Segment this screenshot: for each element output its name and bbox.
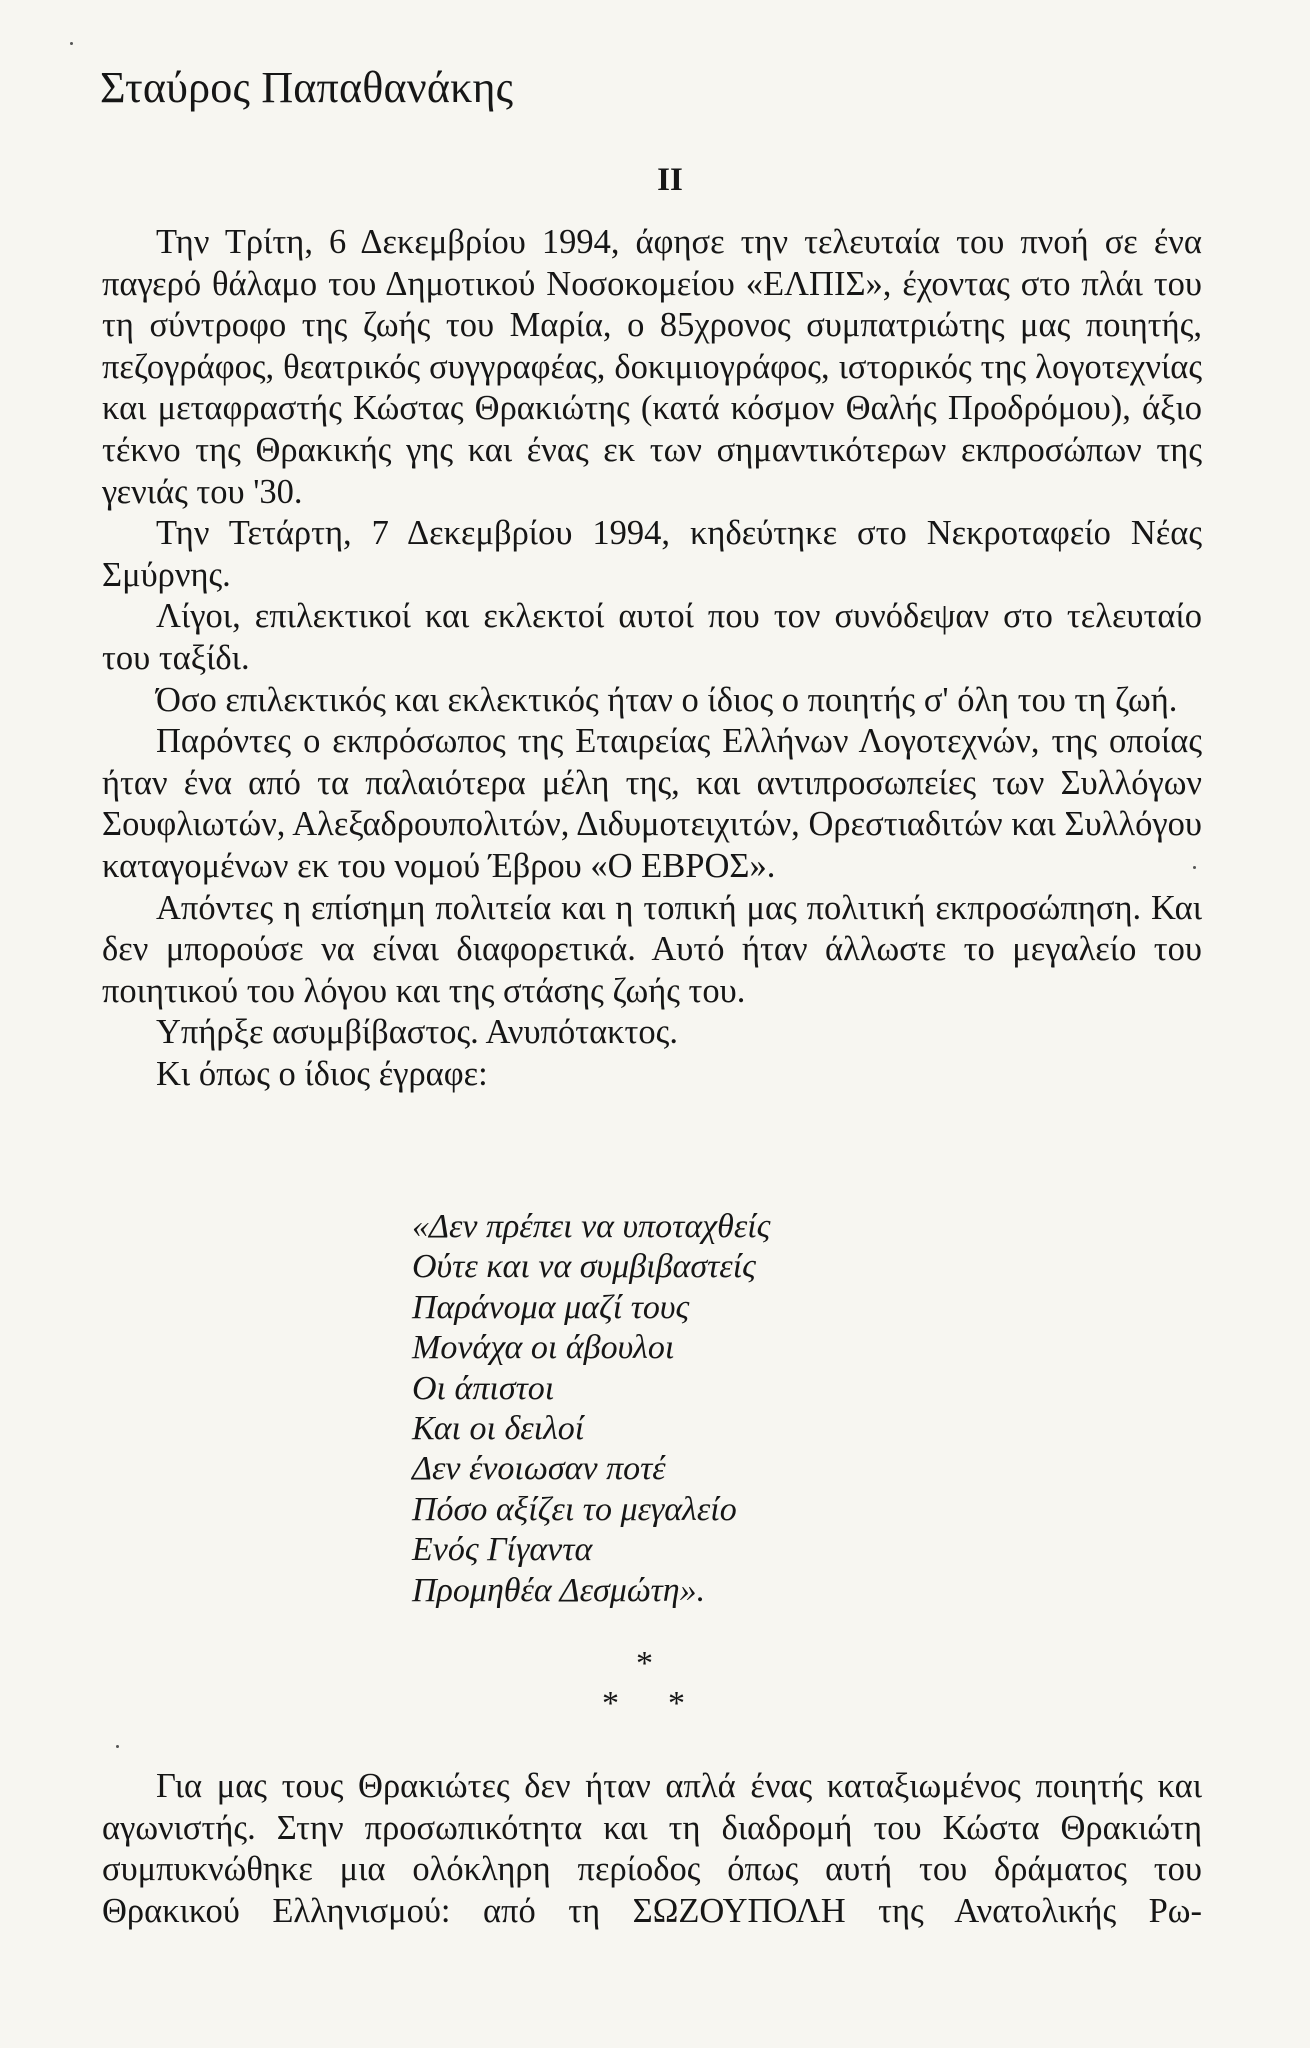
scan-speck <box>70 42 73 45</box>
poem-line: Δεν ένοιωσαν ποτέ <box>412 1450 666 1488</box>
author-header: Σταύρος Παπαθανάκης <box>100 63 514 112</box>
poem-line: Και οι δειλοί <box>412 1410 585 1448</box>
separator-asterisk: * <box>602 1685 619 1722</box>
poem-line: Μονάχα οι άβουλοι <box>412 1329 675 1367</box>
poem-line: Ούτε και να συμβιβαστείς <box>412 1248 756 1286</box>
poem-line: Παράνομα μαζί τους <box>412 1288 690 1326</box>
paragraph: Την Τετάρτη, 7 Δεκεμβρίου 1994, κηδεύτηκε στο Νεκροταφείο Νέας Σμύρνης. <box>102 514 1202 594</box>
paragraph: Παρόντες ο εκπρόσωπος της Εταιρείας Ελλήνων Λογοτεχνών, της οποίας ήταν ένα από τα παλαιότερα μέλη της, και αντιπροσωπείες των Συλλόγων Σουφλιωτών, Αλεξαδρουπολιτών, Διδυμοτειχιτών, Ορεστιαδιτών και Συλλόγου καταγομένων εκ του νομού Έβρου «Ο ΕΒΡΟΣ». <box>102 722 1202 885</box>
poem-quote <box>412 1207 770 1611</box>
paragraph: Κι όπως ο ίδιος έγραφε: <box>156 1054 488 1093</box>
separator-asterisk: * <box>668 1685 685 1722</box>
paragraph: Υπήρξε ασυμβίβαστος. Ανυπότακτος. <box>156 1013 678 1052</box>
poem-line: Ενός Γίγαντα <box>412 1531 593 1569</box>
paragraph: Λίγοι, επιλεκτικοί και εκλεκτοί αυτοί που τον συνόδεψαν στο τελευταίο του ταξίδι. <box>102 597 1202 677</box>
section-number: ΙΙ <box>657 162 683 198</box>
poem-line: Πόσο αξίζει το μεγαλείο <box>412 1490 737 1528</box>
poem-line: «Δεν πρέπει να υποταχθείς <box>412 1208 771 1245</box>
paragraph: Για μας τους Θρακιώτες δεν ήταν απλά ένας καταξιωμένος ποιητής και αγωνιστής. Στην προσωπικότητα και τη διαδρομή του Κώστα Θρακιώτη συμπυκνώθηκε μια ολόκληρη περίοδος όπως αυτή του δράματος του Θρακικού Ελληνισμού: από τη ΣΩΖΟΥΠΟΛΗ της Ανατολικής Ρω- <box>102 1767 1202 1930</box>
scan-speck <box>1193 866 1196 869</box>
body-text <box>102 222 1202 1095</box>
paragraph: Όσο επιλεκτικός και εκλεκτικός ήταν ο ίδιος ο ποιητής σ' όλη του τη ζωή. <box>156 680 1178 719</box>
paragraph: Απόντες η επίσημη πολιτεία και η τοπική μας πολιτική εκπροσώπηση. Και δεν μπορούσε να είναι διαφορετικά. Αυτό ήταν άλλωστε το μεγαλείο του ποιητικού του λόγου και της στάσης ζωής του. <box>102 888 1202 1010</box>
paragraph: Την Τρίτη, 6 Δεκεμβρίου 1994, άφησε την τελευταία του πνοή σε ένα παγερό θάλαμο του Δημοτικού Νοσοκομείου «ΕΛΠΙΣ», έχοντας στο πλάι του τη σύντροφο της ζωής του Μαρία, ο 85χρονος συμπατριώτης μας ποιητής, πεζογράφος, θεατρικός συγγραφέας, δοκιμιογράφος, ιστορικός της λογοτεχνίας και μεταφραστής Κώστας Θρακιώτης (κατά κόσμον Θαλής Προδρόμου), άξιο τέκνο της Θρακικής γης και ένας εκ των σημαντικότερων εκπροσώπων της γενιάς του '30. <box>102 223 1202 511</box>
separator-asterisk: * <box>636 1645 653 1682</box>
poem-line: Οι άπιστοι <box>412 1369 555 1407</box>
poem-line: Προμηθέα Δεσμώτη». <box>412 1571 706 1609</box>
closing-text <box>102 1766 1202 1932</box>
scan-speck <box>116 1745 119 1748</box>
